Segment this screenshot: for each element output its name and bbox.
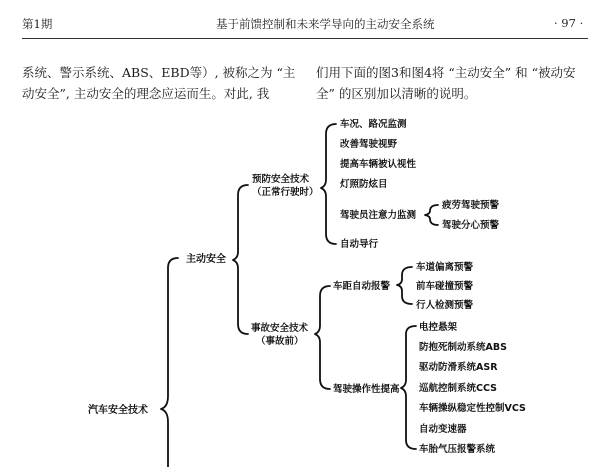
body-right-line-1: 们用下面的图3和图4将 “主动安全” 和 “被动安 — [316, 65, 576, 80]
prevent-item-1: 车况、路况监测 — [340, 119, 407, 130]
attention-brace — [425, 205, 438, 225]
prevent-brace — [321, 124, 336, 244]
prevent-tech-subtitle: （正常行驶时） — [252, 187, 319, 198]
distance-item-2: 前车碰撞预警 — [416, 281, 474, 292]
accident-brace — [315, 286, 330, 389]
distance-brace — [397, 267, 412, 304]
accident-tech-node: 事故安全技术 — [251, 323, 309, 334]
prevent-item-2: 改善驾驶视野 — [340, 139, 398, 150]
operability-brace — [401, 326, 416, 449]
prevent-item-5: 驾驶员注意力监测 — [340, 210, 417, 221]
body-left-line-2: 动安全”, 主动安全的理念应运而生。对此, 我 — [22, 86, 270, 101]
operability-item-4: 巡航控制系统CCS — [419, 383, 497, 394]
issue-number: 第1期 — [22, 17, 53, 31]
prevent-item-3: 提高车辆被认视性 — [340, 159, 417, 170]
running-title: 基于前馈控制和未来学导向的主动安全系统 — [216, 17, 435, 31]
operability-node: 驾驶操作性提高 — [333, 384, 400, 395]
prevent-item-4: 灯照防炫目 — [340, 179, 388, 190]
page-number: · 97 · — [554, 16, 584, 30]
prevent-tech-node: 预防安全技术 — [252, 174, 310, 185]
distance-alarm-node: 车距自动报警 — [333, 281, 391, 292]
distance-item-1: 车道偏离预警 — [416, 262, 474, 273]
prevent-item-6: 自动导行 — [340, 239, 379, 250]
operability-item-2: 防抱死制动系统ABS — [419, 342, 507, 353]
body-left-line-1: 系统、警示系统、ABS、EBD等）, 被称之为 “主 — [22, 65, 296, 80]
attention-item-2: 驾驶分心预警 — [442, 220, 500, 231]
attention-item-1: 疲劳驾驶预警 — [442, 200, 500, 211]
active-brace — [233, 185, 248, 334]
operability-item-5: 车辆操纵稳定性控制VCS — [419, 403, 526, 414]
operability-item-3: 驱动防滑系统ASR — [419, 362, 498, 373]
accident-tech-subtitle: （事故前） — [256, 336, 304, 347]
root-node: 汽车安全技术 — [88, 405, 148, 416]
active-safety-node: 主动安全 — [186, 254, 226, 265]
distance-item-3: 行人检测预警 — [416, 300, 474, 311]
body-right-line-2: 全” 的区别加以清晰的说明。 — [316, 86, 477, 101]
root-brace — [161, 258, 178, 467]
operability-item-6: 自动变速器 — [419, 424, 467, 435]
operability-item-1: 电控悬架 — [419, 322, 458, 333]
operability-item-7: 车胎气压报警系统 — [419, 444, 496, 455]
